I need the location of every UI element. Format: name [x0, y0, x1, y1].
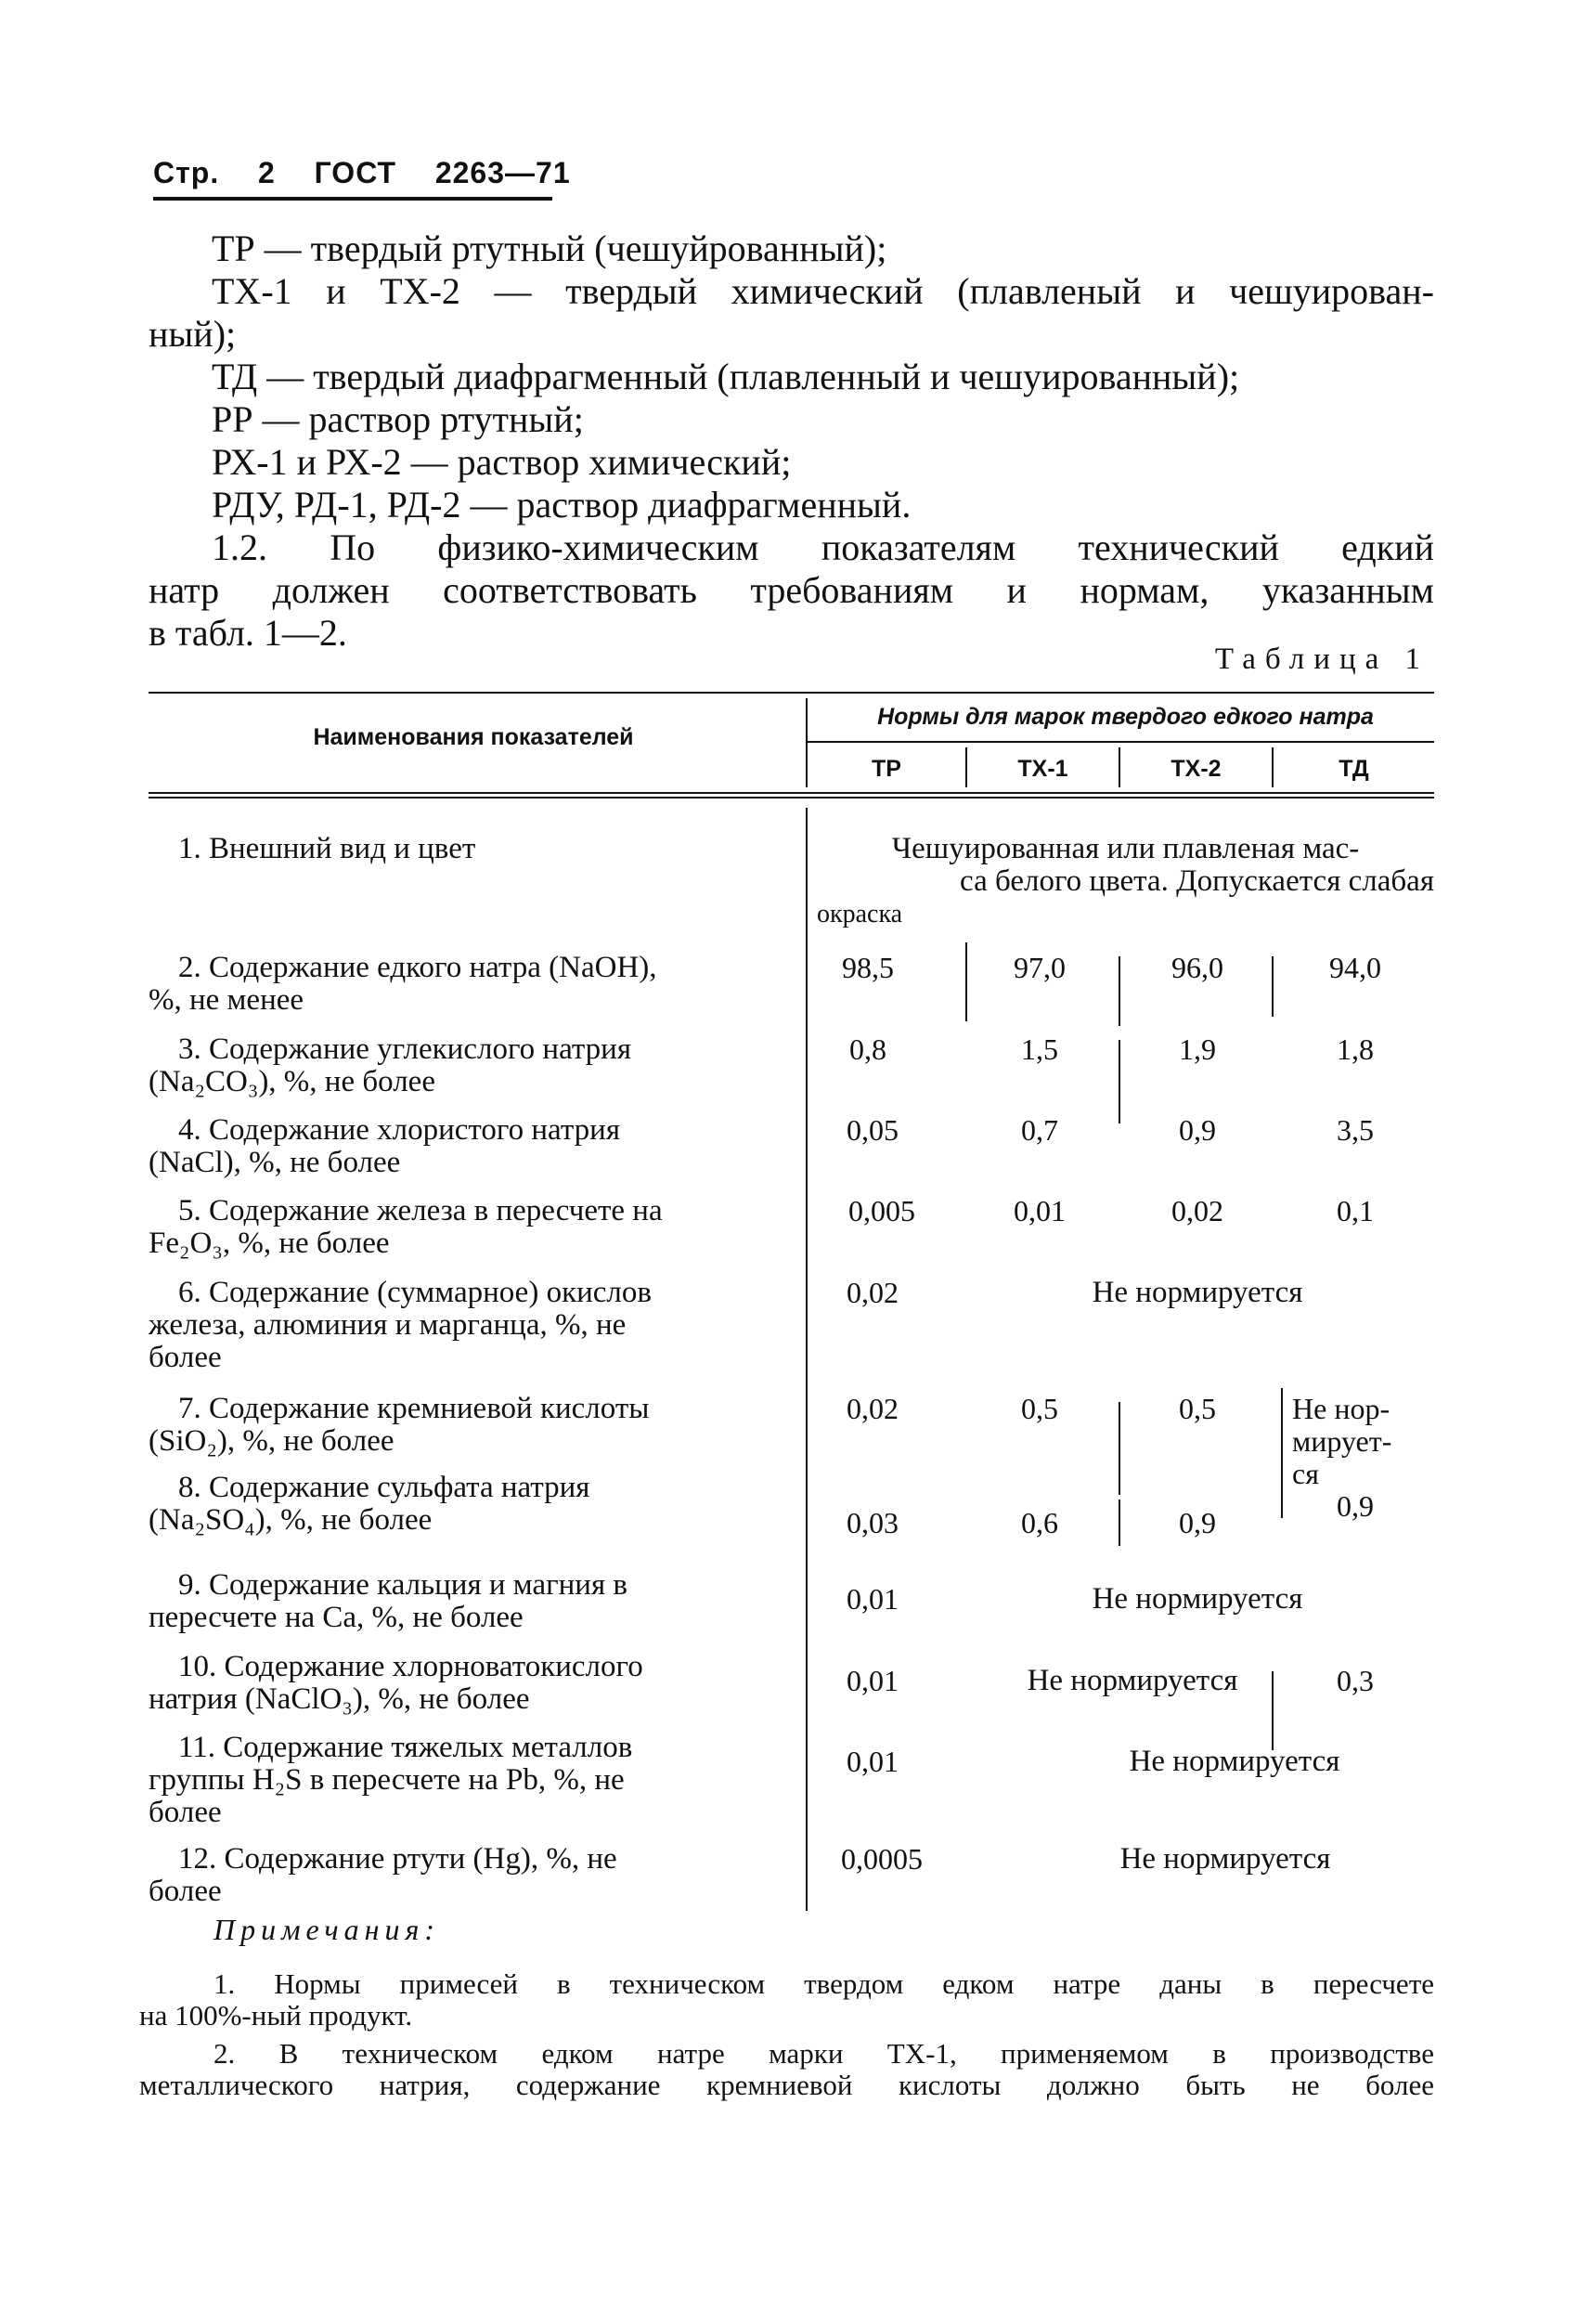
grades-group-header: Нормы для марок твердого едкого натра	[877, 704, 1374, 730]
table-row-param: 9. Содержание кальция и магния в пересчете на Ca, %, не более	[149, 1568, 627, 1634]
column-header-tx1: ТХ-1	[1017, 756, 1068, 782]
header-bottom-rule	[149, 792, 1434, 794]
not-regulated-cell: Не нормируется	[1092, 1582, 1303, 1616]
value-cell: 1,5	[1021, 1032, 1058, 1066]
table-caption: Таблица 1	[1214, 643, 1429, 676]
page-header	[153, 156, 571, 190]
value-cell: 0,01	[847, 1582, 899, 1616]
header-rule	[153, 197, 552, 201]
not-regulated-cell: Не нор- мирует- ся	[1292, 1392, 1392, 1490]
intro-line: ТХ-1 и ТХ-2 — твердый химический (плавленый и чешуирован-	[212, 270, 1434, 312]
table-row-param: 6. Содержание (суммарное) окислов железа, алюминия и марганца, %, не более	[149, 1276, 652, 1374]
value-cell: 0,6	[1021, 1506, 1058, 1539]
standard-label: ГОСТ	[314, 156, 397, 189]
not-regulated-cell: Не нормируется	[1092, 1276, 1303, 1309]
value-cell: 0,0005	[841, 1842, 923, 1876]
cell-divider	[1272, 956, 1274, 1017]
intro-line: РДУ, РД-1, РД-2 — раствор диафрагменный.	[212, 484, 912, 526]
value-cell: 0,02	[847, 1276, 899, 1309]
page-number: 2	[258, 156, 276, 189]
cell-divider	[1272, 1671, 1274, 1750]
value-cell: 0,7	[1021, 1113, 1058, 1147]
intro-line: в табл. 1—2.	[149, 612, 347, 654]
intro-line: ТД — твердый диафрагменный (плавленный и чешуированный);	[212, 356, 1240, 397]
column-header-tx2: ТХ-2	[1171, 756, 1222, 782]
cell-divider	[1119, 1402, 1120, 1495]
cell-divider	[1119, 1500, 1120, 1546]
table-row-param: 12. Содержание ртути (Hg), %, не более	[149, 1842, 617, 1908]
param-column-header: Наименования показателей	[313, 724, 634, 750]
value-cell: 0,9	[1179, 1113, 1216, 1147]
table-row-param: 3. Содержание углекислого натрия (Na₂CO₃), %, не более	[149, 1032, 632, 1098]
value-cell: 0,02	[1171, 1194, 1223, 1227]
value-cell: 0,5	[1021, 1392, 1058, 1425]
value-cell: 1,8	[1337, 1032, 1374, 1066]
table-top-rule	[149, 692, 1434, 694]
not-regulated-cell: Не нормируется	[1129, 1745, 1340, 1778]
value-cell: 0,8	[849, 1032, 886, 1066]
value-cell: 0,5	[1179, 1392, 1216, 1425]
value-cell: 0,01	[847, 1745, 899, 1778]
table-row-param: 7. Содержание кремниевой кислоты (SiO₂), %, не более	[149, 1392, 650, 1458]
cell-divider	[1119, 956, 1120, 1026]
value-cell: 0,02	[847, 1392, 899, 1425]
value-cell: 1,9	[1179, 1032, 1216, 1066]
intro-text	[149, 227, 1434, 655]
cell-divider	[1119, 1040, 1120, 1123]
value-cell: 97,0	[1014, 951, 1066, 984]
value-cell: 0,03	[847, 1506, 899, 1539]
intro-line: ТР — твердый ртутный (чешуйрованный);	[212, 227, 887, 269]
intro-line: натр должен соответствовать требованиям и нормам, указанным	[149, 569, 1434, 611]
not-regulated-cell: Не нормируется	[1119, 1842, 1331, 1876]
value-cell: 0,9	[1337, 1489, 1374, 1523]
table-row-param: 11. Содержание тяжелых металлов группы H₂S в пересчете на Pb, %, не более	[149, 1731, 633, 1829]
cell-divider	[1281, 1388, 1283, 1518]
note-item: 2. В техническом едком натре марки ТХ-1, применяемом в производстве металлического натрия, содержание кремниевой кислоты должно быть не более	[139, 2037, 1434, 2101]
value-cell: 0,1	[1337, 1194, 1374, 1227]
table-row-param: 2. Содержание едкого натра (NaOH), %, не менее	[149, 951, 657, 1017]
notes-title: Примечания:	[213, 1913, 440, 1946]
group-header-rule	[808, 741, 1434, 743]
table-row-param: 10. Содержание хлорноватокислого натрия (NaClO₃), %, не более	[149, 1650, 643, 1716]
header-bottom-rule-double	[149, 797, 1434, 798]
column-header-tr: ТР	[872, 756, 901, 782]
merged-cell: Чешуированная или плавленая мас- са белого цвета. Допускается слабая окраска	[817, 832, 1434, 928]
value-cell: 0,01	[1014, 1194, 1066, 1227]
cell-divider	[965, 942, 967, 1021]
value-cell: 98,5	[842, 951, 894, 984]
note-item: 1. Нормы примесей в техническом твердом едком натре даны в пересчете на 100%-ный продукт.	[139, 1967, 1434, 2032]
intro-line: ный);	[149, 313, 237, 355]
value-cell: 0,9	[1179, 1506, 1216, 1539]
table-row-param: 8. Содержание сульфата натрия (Na₂SO₄), %, не более	[149, 1471, 590, 1537]
value-cell: 0,005	[848, 1194, 915, 1227]
intro-line: РХ-1 и РХ-2 — раствор химический;	[212, 441, 792, 483]
value-cell: 0,3	[1337, 1664, 1374, 1697]
page-label: Стр.	[153, 156, 220, 189]
column-header-td: ТД	[1339, 756, 1369, 782]
intro-line: 1.2. По физико-химическим показателям технический едкий	[212, 526, 1434, 568]
not-regulated-cell: Не нормируется	[1027, 1664, 1238, 1697]
value-cell: 0,01	[847, 1664, 899, 1697]
intro-line: РР — раствор ртутный;	[212, 398, 584, 440]
table-row-param: 1. Внешний вид и цвет	[178, 832, 476, 865]
value-cell: 94,0	[1329, 951, 1381, 984]
standard-number: 2263—71	[434, 156, 571, 189]
value-cell: 0,05	[847, 1113, 899, 1147]
table-row-param: 5. Содержание железа в пересчете на Fe₂O₃, %, не более	[149, 1194, 663, 1260]
table-body-divider	[806, 808, 808, 1911]
value-cell: 96,0	[1171, 951, 1223, 984]
value-cell: 3,5	[1337, 1113, 1374, 1147]
table-row-param: 4. Содержание хлористого натрия (NaCl), %, не более	[149, 1113, 621, 1179]
